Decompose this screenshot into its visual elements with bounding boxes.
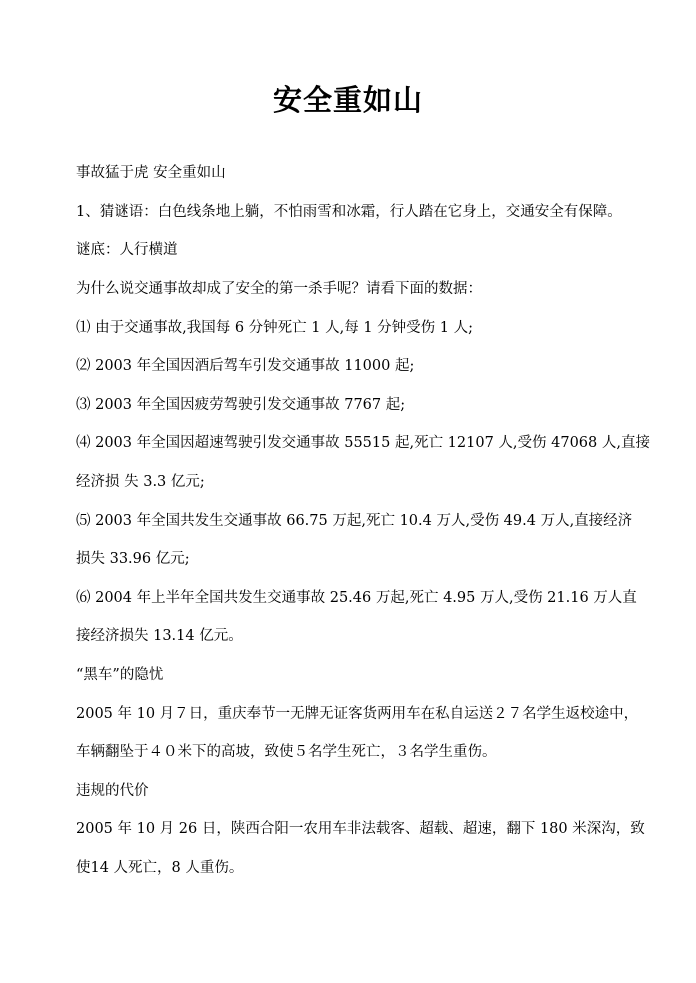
riddle-line: 1、猜谜语：白色线条地上躺，不怕雨雪和冰霜，行人踏在它身上，交通安全有保障。 [76, 204, 622, 220]
black-car-paragraph-continued: 车辆翻坠于４０米下的高坡，致使５名学生死亡，３名学生重伤。 [76, 744, 497, 760]
data-item-4-continued: 经济损 失 3.3 亿元; [76, 474, 205, 490]
question-line: 为什么说交通事故却成了安全的第一杀手呢？请看下面的数据： [76, 281, 482, 297]
data-item-4: ⑷ 2003 年全国因超速驾驶引发交通事故 55515 起,死亡 12107 人,受伤 47068 人,直接 [76, 435, 650, 451]
subtitle-line: 事故猛于虎 安全重如山 [76, 165, 226, 181]
violation-paragraph-continued: 使14 人死亡，8 人重伤。 [76, 860, 244, 876]
riddle-answer-line: 谜底：人行横道 [76, 242, 178, 258]
data-item-6-continued: 接经济损失 13.14 亿元。 [76, 628, 243, 644]
section-heading-black-car: “黑车”的隐忧 [76, 667, 164, 683]
violation-paragraph: 2005 年 10 月 26 日，陕西合阳一农用车非法载客、超载、超速，翻下 180 米深沟，致 [76, 821, 645, 837]
data-item-5-continued: 损失 33.96 亿元; [76, 551, 190, 567]
data-item-6: ⑹ 2004 年上半年全国共发生交通事故 25.46 万起,死亡 4.95 万人,受伤 21.16 万人直 [76, 590, 637, 606]
black-car-paragraph: 2005 年 10 月７日，重庆奉节一无牌无证客货两用车在私自运送２７名学生返校途中， [76, 706, 639, 722]
document-title: 安全重如山 [272, 83, 423, 117]
data-item-2: ⑵ 2003 年全国因酒后驾车引发交通事故 11000 起; [76, 358, 415, 374]
data-item-5: ⑸ 2003 年全国共发生交通事故 66.75 万起,死亡 10.4 万人,受伤 49.4 万人,直接经济 [76, 513, 633, 529]
section-heading-violation: 违规的代价 [76, 783, 149, 799]
data-item-3: ⑶ 2003 年全国因疲劳驾驶引发交通事故 7767 起; [76, 397, 406, 413]
data-item-1: ⑴ 由于交通事故,我国每 6 分钟死亡 1 人,每 1 分钟受伤 1 人; [76, 320, 473, 336]
